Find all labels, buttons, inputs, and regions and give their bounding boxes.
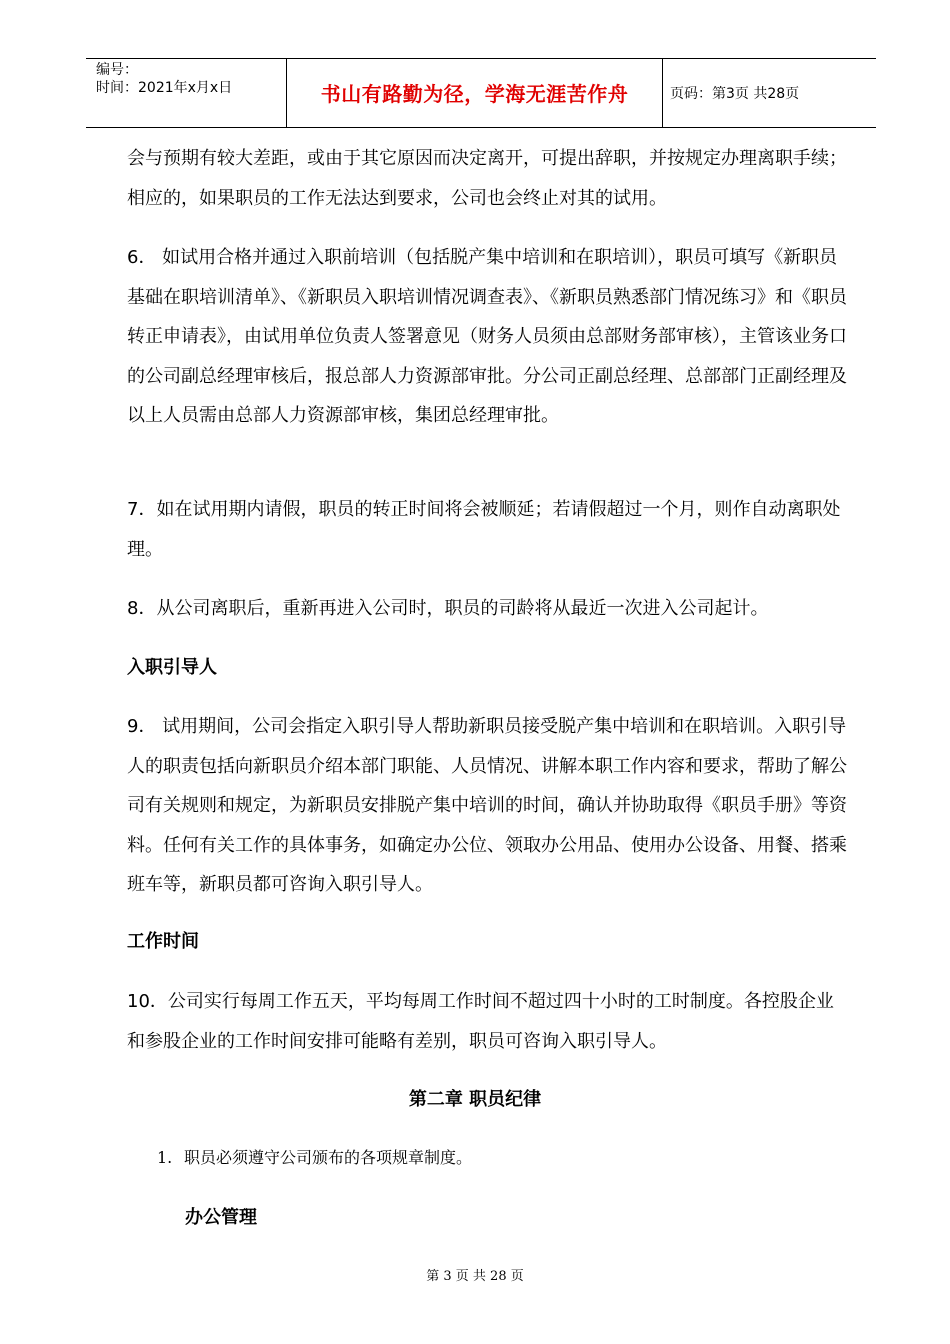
header-page-cell [662, 59, 876, 127]
header-time-label: 时间：2021年x月x日 [96, 80, 233, 96]
section-heading-guide: 入职引导人 [127, 657, 217, 678]
paragraph-7: 7．如在试用期内请假，职员的转正时间将会被顺延；若请假超过一个月，则作自动离职处理。 [127, 499, 841, 560]
header-code-label: 编号： [96, 62, 138, 78]
header-meta-cell [86, 59, 286, 127]
page-header [86, 58, 876, 128]
header-page-info: 页码：第3页 共28页 [670, 86, 800, 102]
paragraph-8: 8．从公司离职后，重新再进入公司时，职员的司龄将从最近一次进入公司起计。 [127, 598, 769, 619]
page-footer: 第 3 页 共 28 页 [426, 1269, 524, 1284]
rule-text: 职员必须遵守公司颁布的各项规章制度。 [184, 1148, 473, 1167]
header-motto: 书山有路勤为径，学海无涯苦作舟 [320, 82, 629, 106]
section-heading-work-time: 工作时间 [127, 931, 199, 952]
paragraph-6: 6． 如试用合格并通过入职前培训（包括脱产集中培训和在职培训），职员可填写《新职员基础在职培训清单》、《新职员入职培训情况调查表》、《新职员熟悉部门情况练习》和《职员转正申请表》，由试用单位负责人签署意见（财务人员须由总部财务部审核），主管该业务口的公司副总经理审核后，报总部人力资源部审批。分公司正副总经理、总部部门正副经理及以上人员需由总部人力资源部审核，集团总经理审批。 [127, 247, 847, 426]
chapter-title: 第二章 职员纪律 [408, 1089, 542, 1110]
paragraph-9: 9． 试用期间，公司会指定入职引导人帮助新职员接受脱产集中培训和在职培训。入职引导人的职责包括向新职员介绍本部门职能、人员情况、讲解本职工作内容和要求，帮助了解公司有关规则和规定，为新职员安排脱产集中培训的时间，确认并协助取得《职员手册》等资料。任何有关工作的具体事务，如确定办公位、领取办公用品、使用办公设备、用餐、搭乘班车等，新职员都可咨询入职引导人。 [127, 716, 847, 895]
rule-number: 1. [157, 1148, 173, 1167]
header-motto-cell [286, 59, 663, 127]
section-heading-office: 办公管理 [185, 1207, 257, 1228]
paragraph-continuation: 会与预期有较大差距，或由于其它原因而决定离开，可提出辞职，并按规定办理离职手续；相应的，如果职员的工作无法达到要求，公司也会终止对其的试用。 [127, 148, 847, 209]
rule-list-item [157, 1146, 472, 1170]
paragraph-10: 10．公司实行每周工作五天，平均每周工作时间不超过四十小时的工时制度。各控股企业和参股企业的工作时间安排可能略有差别，职员可咨询入职引导人。 [127, 991, 834, 1052]
